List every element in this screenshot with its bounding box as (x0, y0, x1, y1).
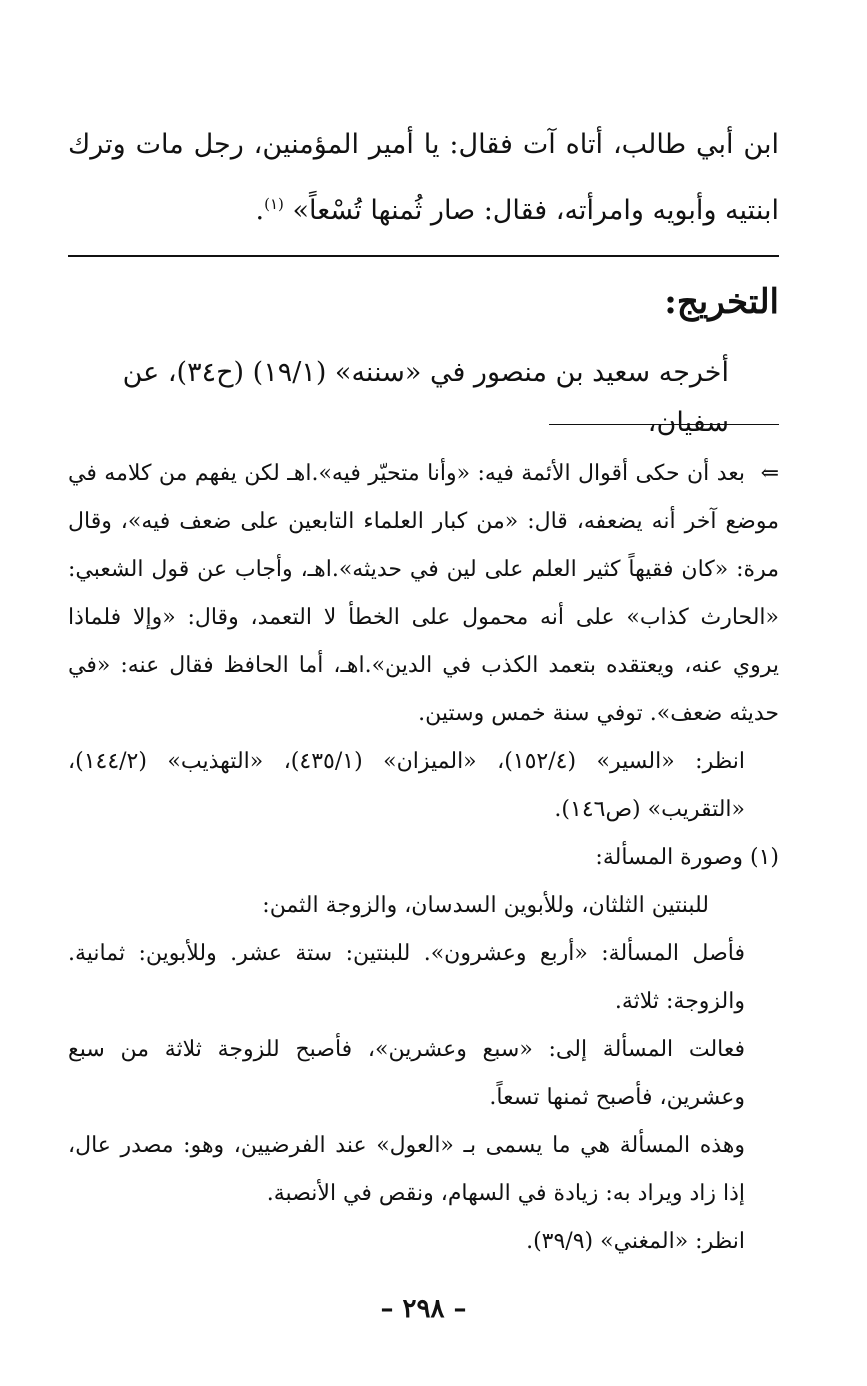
main-paragraph (68, 112, 779, 244)
main-text (68, 112, 779, 244)
footnote-1-line-5: انظر: «المغني» (٣٩/٩). (526, 1229, 745, 1254)
book-page (68, 0, 779, 1386)
footnote-1-line-3: فعالت المسألة إلى: «سبع وعشرين»، فأصبح للزوجة ثلاثة من سبع وعشرين، فأصبح ثمنها تسعاً. (68, 1037, 745, 1110)
takhrij-heading: التخريج: (664, 282, 779, 322)
footnotes (68, 450, 779, 1266)
footnote-1-line-1: للبنتين الثلثان، وللأبوين السدسان، والزوجة الثمن: (262, 893, 709, 918)
continuation-arrow-icon: ⇐ (760, 461, 779, 486)
main-paragraph-text: ابن أبي طالب، أتاه آت فقال: يا أمير المؤمنين، رجل مات وترك ابنتيه وأبويه وامرأته، فقال: صار ثُمنها تُسْعاً» (68, 129, 779, 226)
footnote-divider (549, 424, 779, 425)
footnote-1-line-2: فأصل المسألة: «أربع وعشرون». للبنتين: ستة عشر. وللأبوين: ثمانية. والزوجة: ثلاثة. (68, 941, 745, 1014)
footnote-continuation-text: بعد أن حكى أقوال الأئمة فيه: «وأنا متحيّر فيه».اهـ لكن يفهم من كلامه في موضع آخر أنه يضعفه، قال: «من كبار العلماء التابعين على ضعف فيه»، وقال مرة: «كان فقيهاً كثير العلم على لين في حديثه».اهـ، وأجاب عن قول الشعبي: «الحارث كذاب» على أنه محمول على الخطأ لا التعمد، وقال: «وإلا فلماذا يروي عنه، ويعتقده بتعمد الكذب في الدين».اهـ، أما الحافظ فقال عنه: «في حديثه ضعف». توفي سنة خمس وستين. (68, 461, 779, 726)
footnote-continuation (68, 450, 779, 738)
footnote-references: انظر: «السير» (١٥٢/٤)، «الميزان» (٤٣٥/١)، «التهذيب» (١٤٤/٢)، «التقريب» (ص١٤٦). (68, 749, 745, 822)
page-number: – ٢٩٨ – (380, 1294, 467, 1324)
footnote-1-line-4: وهذه المسألة هي ما يسمى بـ «العول» عند الفرضيين، وهو: مصدر عال، إذا زاد ويراد به: زيادة في السهام، ونقص في الأنصبة. (68, 1133, 745, 1206)
section-divider (68, 255, 779, 257)
main-paragraph-end: . (255, 195, 265, 226)
footnote-marker[interactable]: (١) (264, 195, 284, 213)
takhrij-text: أخرجه سعيد بن منصور في «سننه» (١٩/١) (ح٣٤)، عن سفيان، (122, 357, 729, 438)
footnote-1-label: (١) وصورة المسألة: (595, 845, 779, 870)
